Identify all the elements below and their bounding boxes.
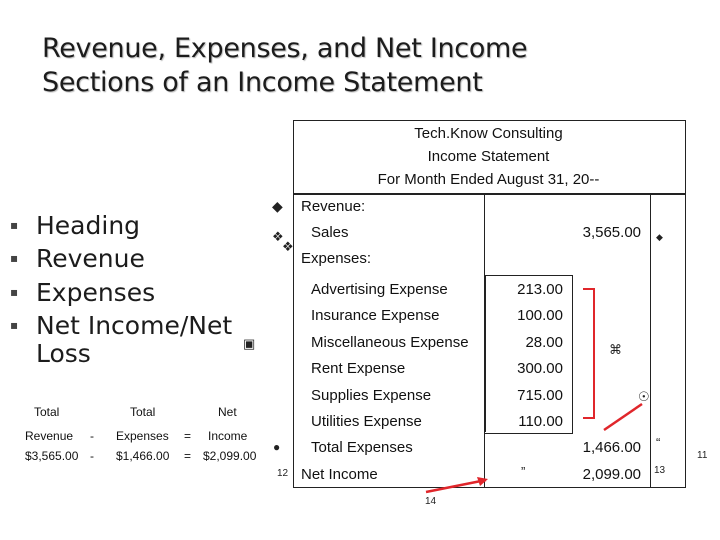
supplies-callout-icon: ☉: [638, 389, 650, 404]
expense-value-insurance: 100.00: [517, 307, 563, 324]
expense-label-utilities: Utilities Expense: [311, 413, 422, 430]
callout-13: 13: [654, 465, 666, 476]
misc-callout-icon: ⌘: [609, 342, 622, 357]
expense-label-advertising: Advertising Expense: [311, 281, 448, 298]
bullet-heading: ▪ Heading: [10, 211, 141, 240]
expense-value-advertising: 213.00: [517, 281, 563, 298]
statement-period: For Month Ended August 31, 20--: [377, 171, 600, 188]
revenue-label: Revenue:: [301, 198, 366, 215]
net-income-label: Net Income: [301, 466, 378, 483]
callout-11: 11: [697, 450, 708, 461]
quote-close-icon: ”: [521, 464, 526, 479]
net-income-value: 2,099.00: [582, 466, 641, 483]
eq-equals-2: =: [184, 449, 192, 463]
total-callout-icon: ●: [273, 440, 281, 454]
expenses-callout-icon: ❖: [282, 239, 294, 254]
eq-minus: -: [90, 429, 94, 443]
expense-label-supplies: Supplies Expense: [311, 387, 432, 404]
arrow-head-icon: [477, 477, 488, 486]
arrow-to-total-expenses: [604, 404, 642, 430]
quote-open-icon: “: [656, 435, 661, 450]
eq-head-total-2: Total: [130, 405, 156, 419]
company-name: Tech.Know Consulting: [414, 125, 563, 142]
arrow-to-net-income: [426, 480, 486, 492]
eq-head-total-1: Total: [34, 405, 60, 419]
expense-value-rent: 300.00: [517, 360, 563, 377]
total-expenses-label: Total Expenses: [311, 439, 413, 456]
eq-equals: =: [184, 429, 192, 443]
sales-value: 3,565.00: [582, 224, 641, 241]
sales-callout-icon: ❖: [272, 229, 284, 244]
title-line-2: Sections of an Income Statement: [42, 67, 483, 98]
expense-label-rent: Rent Expense: [311, 360, 406, 377]
bullet-net-income: ▪ Net Income/Net: [10, 311, 233, 340]
eq-head-net: Net: [218, 405, 237, 419]
eq-expenses: Expenses: [116, 429, 169, 443]
expense-value-miscellaneous: 28.00: [525, 334, 563, 351]
bullet-revenue: ▪ Revenue: [10, 244, 145, 273]
eq-revenue: Revenue: [25, 429, 74, 443]
title-line-1: Revenue, Expenses, and Net Income: [42, 33, 528, 64]
bullet-icon: ▪: [10, 251, 19, 265]
bullet-icon: ▪: [10, 285, 19, 299]
total-expenses-value: 1,466.00: [582, 439, 641, 456]
eq-income-amount: $2,099.00: [203, 449, 257, 463]
eq-expenses-amount: $1,466.00: [116, 449, 170, 463]
expense-label-insurance: Insurance Expense: [311, 307, 440, 324]
eq-minus-2: -: [90, 449, 94, 463]
eq-income: Income: [208, 429, 248, 443]
callout-14: 14: [425, 496, 437, 507]
eq-revenue-amount: $3,565.00: [25, 449, 79, 463]
expenses-label: Expenses:: [301, 250, 372, 267]
bullet-expenses: ▪ Expenses: [10, 278, 156, 307]
sales-diamond-icon: ◆: [656, 232, 663, 242]
bullet-loss: Loss: [36, 339, 91, 368]
sales-label: Sales: [311, 224, 349, 241]
statement-name: Income Statement: [427, 148, 550, 165]
expense-value-utilities: 110.00: [518, 413, 563, 430]
heading-callout-icon: ▣: [243, 336, 256, 351]
bullet-icon: ▪: [10, 218, 19, 232]
expense-value-supplies: 715.00: [517, 387, 563, 404]
expense-label-miscellaneous: Miscellaneous Expense: [311, 334, 469, 351]
bullet-icon: ▪: [10, 318, 19, 332]
callout-12: 12: [277, 468, 289, 479]
diamond-bullet-icon: ◆: [272, 198, 283, 214]
